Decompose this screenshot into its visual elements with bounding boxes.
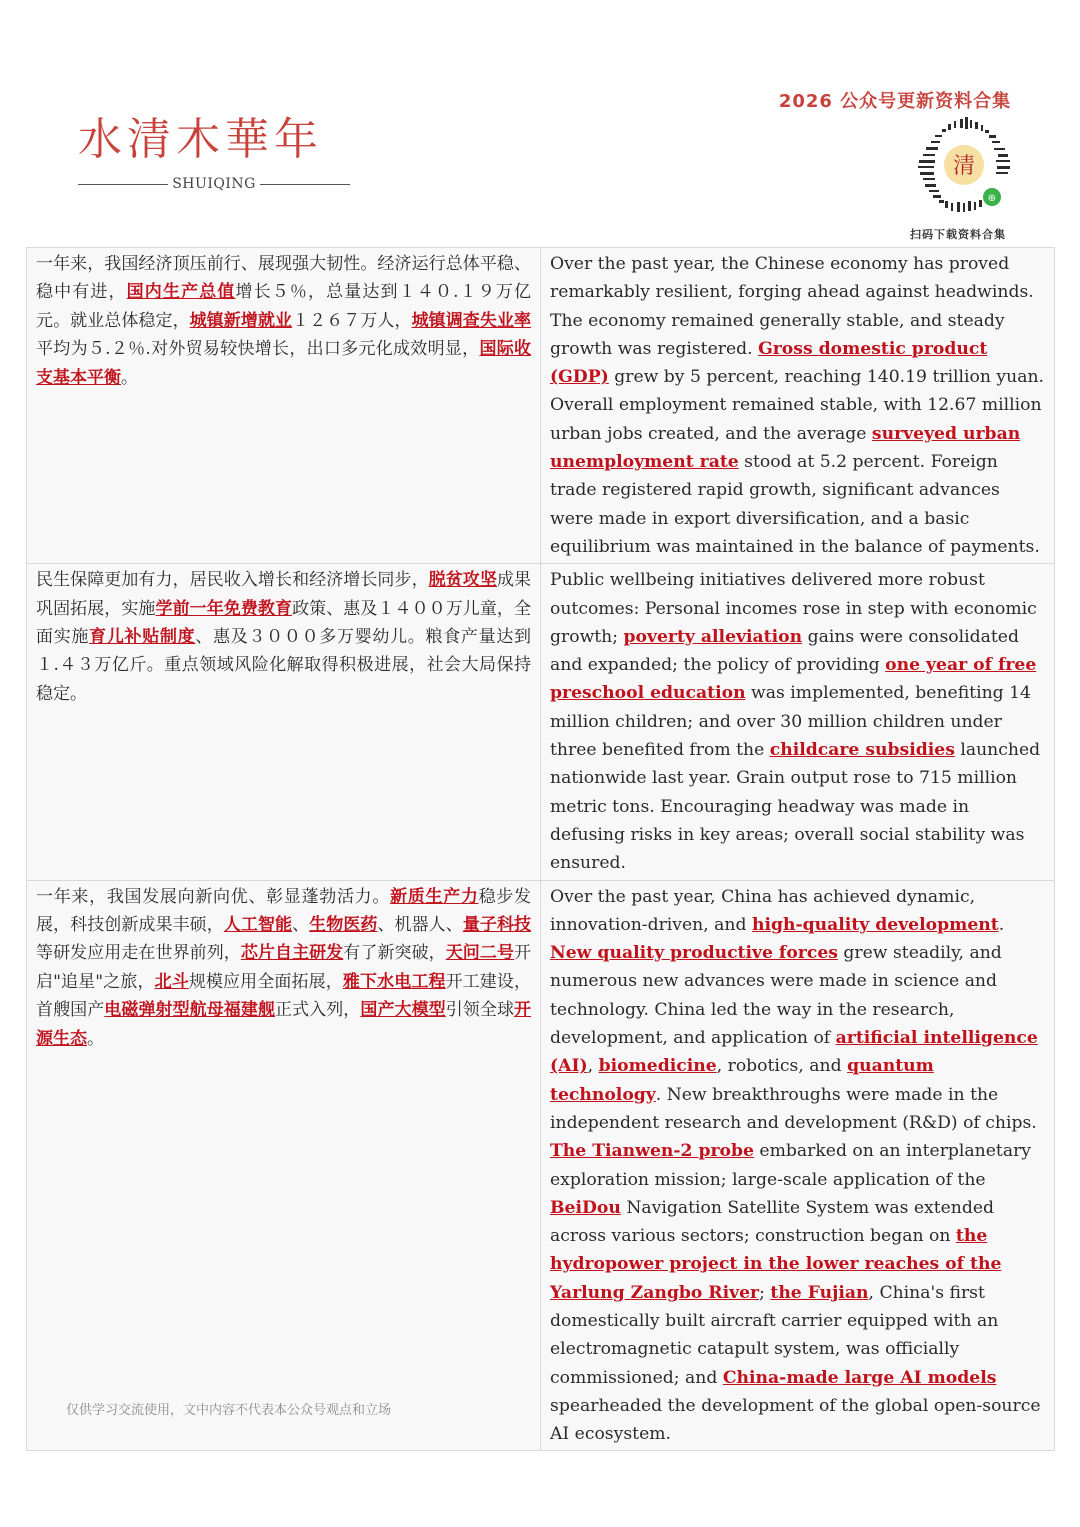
highlighted-term: 北斗: [154, 971, 189, 992]
en-cell: [541, 880, 1055, 1451]
highlighted-term: 学前一年免费教育: [155, 598, 293, 619]
highlighted-term: The Tianwen-2 probe: [550, 1141, 754, 1162]
body-text: Public wellbeing initiatives delivered more robust outcomes: Personal incomes rose in step with economic growth;: [550, 570, 1037, 647]
body-text: .: [998, 914, 1005, 935]
svg-text:⊕: ⊕: [987, 193, 997, 204]
highlighted-term: 国际收支基本平衡: [36, 339, 532, 388]
highlighted-term: 国内生产总值: [126, 282, 236, 303]
highlighted-term: 量子科技: [462, 914, 532, 935]
highlighted-term: childcare subsidies: [769, 740, 955, 761]
body-text: grew by 5 percent, reaching 140.19 trillion yuan. Overall employment remained stable, with 12.67 million urban jobs created, and the average: [550, 367, 1044, 444]
brand-subtitle-row: [78, 176, 350, 192]
body-text: ,: [587, 1056, 599, 1077]
body-text: 政策、惠及１４００万儿童，全面实施: [36, 598, 532, 648]
zh-cell: [27, 248, 541, 564]
body-text: grew steadily, and numerous new advances were made in science and technology. China led the way in the research, development, and application of: [550, 943, 1002, 1049]
body-text: 开启"追星"之旅，: [36, 943, 532, 992]
bilingual-table: [26, 247, 1055, 1451]
highlighted-term: the Fujian: [770, 1282, 869, 1303]
highlighted-term: Gross domestic product (GDP): [550, 338, 988, 388]
highlighted-term: 城镇新增就业: [189, 310, 293, 331]
body-text: gains were consolidated and expanded; the policy of providing: [550, 626, 1019, 676]
body-text: 等研发应用走在世界前列，: [36, 943, 241, 964]
body-text: 民生保障更加有力，居民收入增长和经济增长同步，: [36, 570, 429, 591]
divider: [260, 184, 350, 185]
en-cell: [541, 248, 1055, 564]
highlighted-term: New quality productive forces: [550, 943, 838, 964]
highlighted-term: surveyed urban unemployment rate: [550, 423, 1021, 473]
body-text: was implemented, benefiting 14 million children; and over 30 million children under three benefited from the: [550, 683, 1031, 761]
body-text: 平均为５.２％.对外贸易较快增长，出口多元化成效明显，: [36, 339, 480, 360]
zh-cell: [27, 564, 541, 880]
body-text: spearheaded the development of the global open-source AI ecosystem.: [550, 1395, 1041, 1445]
highlighted-term: 天问二号: [445, 943, 515, 964]
body-text: ;: [759, 1282, 771, 1303]
qr-center-char: 清: [952, 154, 976, 179]
body-text: 正式入列，: [275, 1000, 361, 1021]
body-text: Navigation Satellite System was extended across various sectors; construction began on: [550, 1197, 995, 1247]
body-text: 一年来，我国发展向新向优、彰显蓬勃活力。: [36, 886, 391, 907]
qr-code-icon[interactable]: [916, 117, 1012, 213]
highlighted-term: 育儿补贴制度: [89, 627, 196, 648]
body-text: Over the past year, the Chinese economy has proved remarkably resilient, forging ahead against headwinds. The economy remained generally stable, and steady growth was registered.: [550, 254, 1034, 359]
body-text: stood at 5.2 percent. Foreign trade registered rapid growth, significant advances were made in export diversification, and a basic equilibrium was maintained in the balance of payments.: [550, 452, 1040, 557]
highlighted-term: the hydropower project in the lower reaches of the Yarlung Zangbo River: [550, 1226, 1002, 1303]
highlighted-term: 国产大模型: [360, 1000, 446, 1021]
table-row: [27, 880, 1055, 1451]
body-text: , China's first domestically built aircraft carrier equipped with an electromagnetic catapult system, was officially commissioned; and: [550, 1282, 999, 1388]
body-text: 、惠及３０００多万婴幼儿。粮食产量达到１.４３万亿斤。重点领域风险化解取得积极进展，社会大局保持稳定。: [36, 627, 532, 704]
brand-logo: [78, 114, 358, 192]
highlighted-term: biomedicine: [598, 1056, 717, 1077]
divider: [78, 184, 168, 185]
highlighted-term: 雅下水电工程: [342, 971, 446, 992]
body-text: 有了新突破，: [343, 943, 446, 964]
body-text: 引领全球: [445, 1000, 515, 1021]
body-text: Over the past year, China has achieved dynamic, innovation-driven, and: [550, 886, 976, 935]
highlighted-term: one year of free preschool education: [550, 655, 1037, 704]
highlighted-term: artificial intelligence (AI): [550, 1028, 1038, 1077]
highlighted-term: 芯片自主研发: [240, 943, 344, 964]
body-text: launched nationwide last year. Grain output rose to 715 million metric tons. Encouraging headway was made in defusing risks in key areas; overall social stability was ensured.: [550, 740, 1041, 874]
body-text: . New breakthroughs were made in the independent research and development (R&D) of chips.: [550, 1084, 1037, 1133]
highlighted-term: 人工智能: [223, 914, 293, 935]
zh-cell: [27, 880, 541, 1451]
body-text: 、机器人、: [377, 914, 463, 935]
body-text: embarked on an interplanetary exploration mission; large-scale application of the: [550, 1141, 1031, 1190]
table-row: [27, 564, 1055, 880]
highlighted-term: BeiDou: [550, 1197, 621, 1218]
highlighted-term: 开源生态: [36, 1000, 532, 1049]
body-text: 规模应用全面拓展，: [188, 971, 343, 992]
highlighted-term: 新质生产力: [390, 886, 479, 907]
table-row: [27, 248, 1055, 564]
highlighted-term: 电磁弹射型航母福建舰: [104, 1000, 276, 1021]
body-text: 成果巩固拓展，实施: [36, 570, 532, 619]
collection-title: 2026 公众号更新资料合集: [778, 91, 1012, 112]
highlighted-term: poverty alleviation: [623, 626, 803, 647]
footer-disclaimer: 仅供学习交流使用，文中内容不代表本公众号观点和立场: [66, 1403, 392, 1418]
highlighted-term: 城镇调查失业率: [411, 310, 532, 331]
body-text: 开工建设，首艘国产: [36, 971, 532, 1021]
body-text: 稳步发展，科技创新成果丰硕，: [36, 886, 532, 935]
body-text: 一年来，我国经济顶压前行、展现强大韧性。经济运行总体平稳、稳中有进，: [36, 254, 531, 303]
highlighted-term: China-made large AI models: [722, 1367, 997, 1388]
body-text: 、: [292, 914, 310, 935]
highlighted-term: 生物医药: [309, 914, 378, 935]
highlighted-term: quantum technology: [550, 1056, 934, 1105]
scan-label: 扫码下载资料合集: [910, 228, 1006, 241]
body-text: 增长５％，总量达到１４０.１９万亿元。就业总体稳定，: [36, 282, 532, 331]
highlighted-term: 脱贫攻坚: [428, 570, 497, 591]
body-text: 。: [87, 1028, 104, 1049]
highlighted-term: high-quality development: [751, 914, 999, 935]
en-cell: [541, 564, 1055, 880]
brand-title: 水清木華年: [78, 114, 323, 165]
body-text: 。: [121, 367, 138, 388]
brand-subtitle: SHUIQING: [172, 176, 256, 192]
body-text: , robotics, and: [716, 1056, 848, 1077]
body-text: １２６７万人，: [292, 310, 412, 331]
